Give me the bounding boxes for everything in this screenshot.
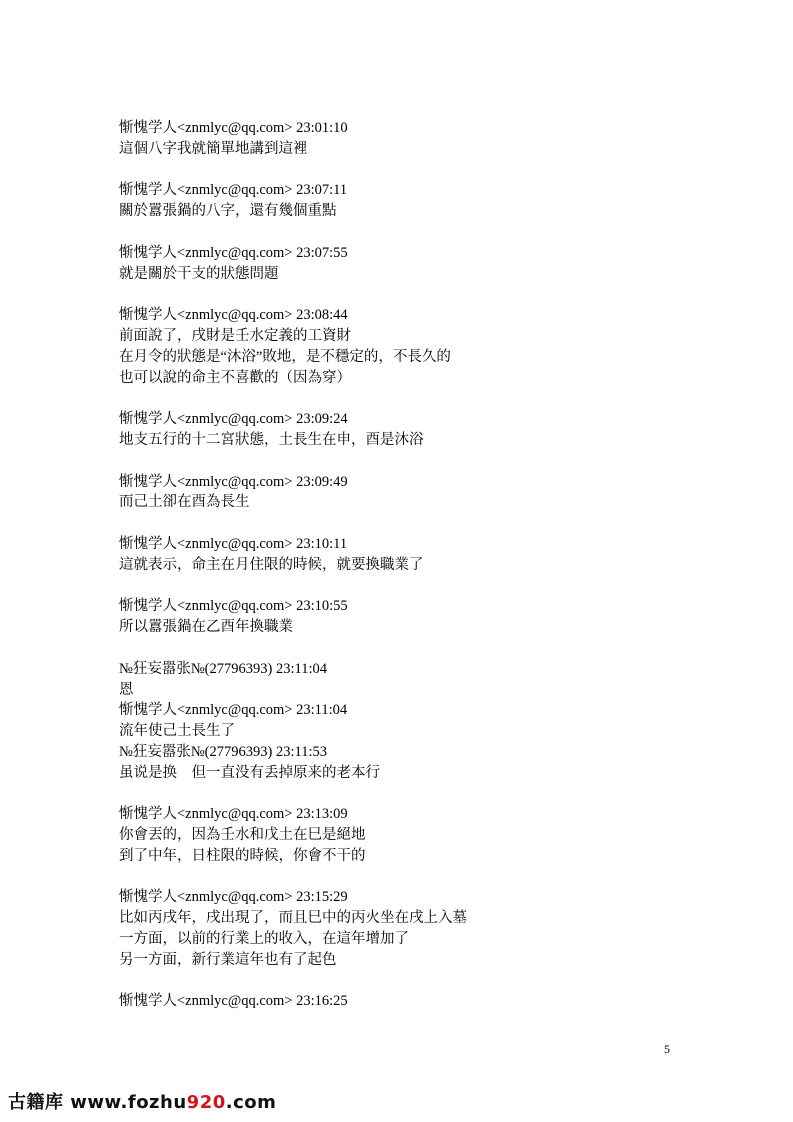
watermark-site-name: 古籍库 xyxy=(8,1092,64,1113)
message-text: 前面說了，戌財是壬水定義的工資財 xyxy=(119,327,351,344)
chat-log xyxy=(119,118,719,1012)
blank-line xyxy=(119,222,719,243)
message-text: 所以囂張鍋在乙酉年換職業 xyxy=(119,619,293,636)
message-text: 你會丟的，因為壬水和戊土在巳是絕地 xyxy=(119,827,366,844)
message-header: 惭愧学人<znmlyc@qq.com> 23:07:11 xyxy=(119,182,348,199)
message-header: 惭愧学人<znmlyc@qq.com> 23:16:25 xyxy=(119,993,348,1010)
watermark-www: www. xyxy=(70,1092,128,1113)
message-block xyxy=(119,305,719,388)
message-block xyxy=(119,804,719,866)
message-block xyxy=(119,243,719,285)
blank-line xyxy=(119,284,719,305)
blank-line xyxy=(119,513,719,534)
message-text: 就是關於干支的狀態問題 xyxy=(119,265,279,282)
message-block xyxy=(119,700,719,742)
blank-line xyxy=(119,867,719,888)
watermark-domain: fozhu xyxy=(127,1092,187,1113)
message-header: №狂妄嚣张№(27796393) 23:11:53 xyxy=(119,743,327,760)
message-text: 比如丙戌年，戌出現了，而且巳中的丙火坐在戌上入墓 xyxy=(119,910,467,927)
message-header: 惭愧学人<znmlyc@qq.com> 23:09:24 xyxy=(119,411,348,428)
message-block xyxy=(119,118,719,160)
message-text: 在月令的狀態是“沐浴”敗地，是不穩定的，不長久的 xyxy=(119,348,451,365)
message-text: 一方面，以前的行業上的收入，在這年增加了 xyxy=(119,931,409,948)
message-block xyxy=(119,180,719,222)
message-header: 惭愧学人<znmlyc@qq.com> 23:01:10 xyxy=(119,120,348,136)
message-text: 關於囂張鍋的八字，還有幾個重點 xyxy=(119,203,337,220)
message-text: 地支五行的十二宮狀態，土長生在申，酉是沐浴 xyxy=(119,431,424,448)
message-block xyxy=(119,887,719,970)
message-text: 而己土卻在酉為長生 xyxy=(119,494,250,511)
message-header: 惭愧学人<znmlyc@qq.com> 23:08:44 xyxy=(119,307,348,324)
watermark-domain-suffix: .com xyxy=(225,1092,277,1113)
message-text: 恩 xyxy=(119,681,134,698)
message-block xyxy=(119,991,719,1012)
blank-line xyxy=(119,451,719,472)
message-text: 這就表示，命主在月住限的時候，就要換職業了 xyxy=(119,556,424,573)
message-header: 惭愧学人<znmlyc@qq.com> 23:10:55 xyxy=(119,598,348,615)
blank-line xyxy=(119,971,719,992)
message-text: 虽说是换 但一直没有丢掉原来的老本行 xyxy=(119,764,380,781)
watermark-domain-number: 920 xyxy=(186,1092,226,1113)
message-header: 惭愧学人<znmlyc@qq.com> 23:15:29 xyxy=(119,889,348,906)
message-block xyxy=(119,534,719,576)
message-text: 也可以說的命主不喜歡的（因為穿） xyxy=(119,369,351,386)
message-block xyxy=(119,472,719,514)
message-block xyxy=(119,659,719,701)
message-header: 惭愧学人<znmlyc@qq.com> 23:09:49 xyxy=(119,473,348,490)
blank-line xyxy=(119,576,719,597)
blank-line xyxy=(119,638,719,659)
message-block xyxy=(119,742,719,784)
message-header: 惭愧学人<znmlyc@qq.com> 23:10:11 xyxy=(119,535,348,552)
blank-line xyxy=(119,160,719,181)
blank-line xyxy=(119,784,719,805)
message-header: 惭愧学人<znmlyc@qq.com> 23:13:09 xyxy=(119,806,348,823)
message-text: 這個八字我就簡單地講到這裡 xyxy=(119,140,308,157)
blank-line xyxy=(119,388,719,409)
message-text: 到了中年，日柱限的時候，你會不干的 xyxy=(119,847,366,864)
message-block xyxy=(119,596,719,638)
page-number: 5 xyxy=(664,1042,670,1056)
message-header: 惭愧学人<znmlyc@qq.com> 23:11:04 xyxy=(119,702,348,719)
message-text: 流年使己土長生了 xyxy=(119,723,235,740)
message-header: 惭愧学人<znmlyc@qq.com> 23:07:55 xyxy=(119,244,348,261)
message-text: 另一方面，新行業這年也有了起色 xyxy=(119,951,337,968)
message-block xyxy=(119,409,719,451)
site-watermark xyxy=(8,1088,276,1114)
message-header: №狂妄嚣张№(27796393) 23:11:04 xyxy=(119,660,327,677)
